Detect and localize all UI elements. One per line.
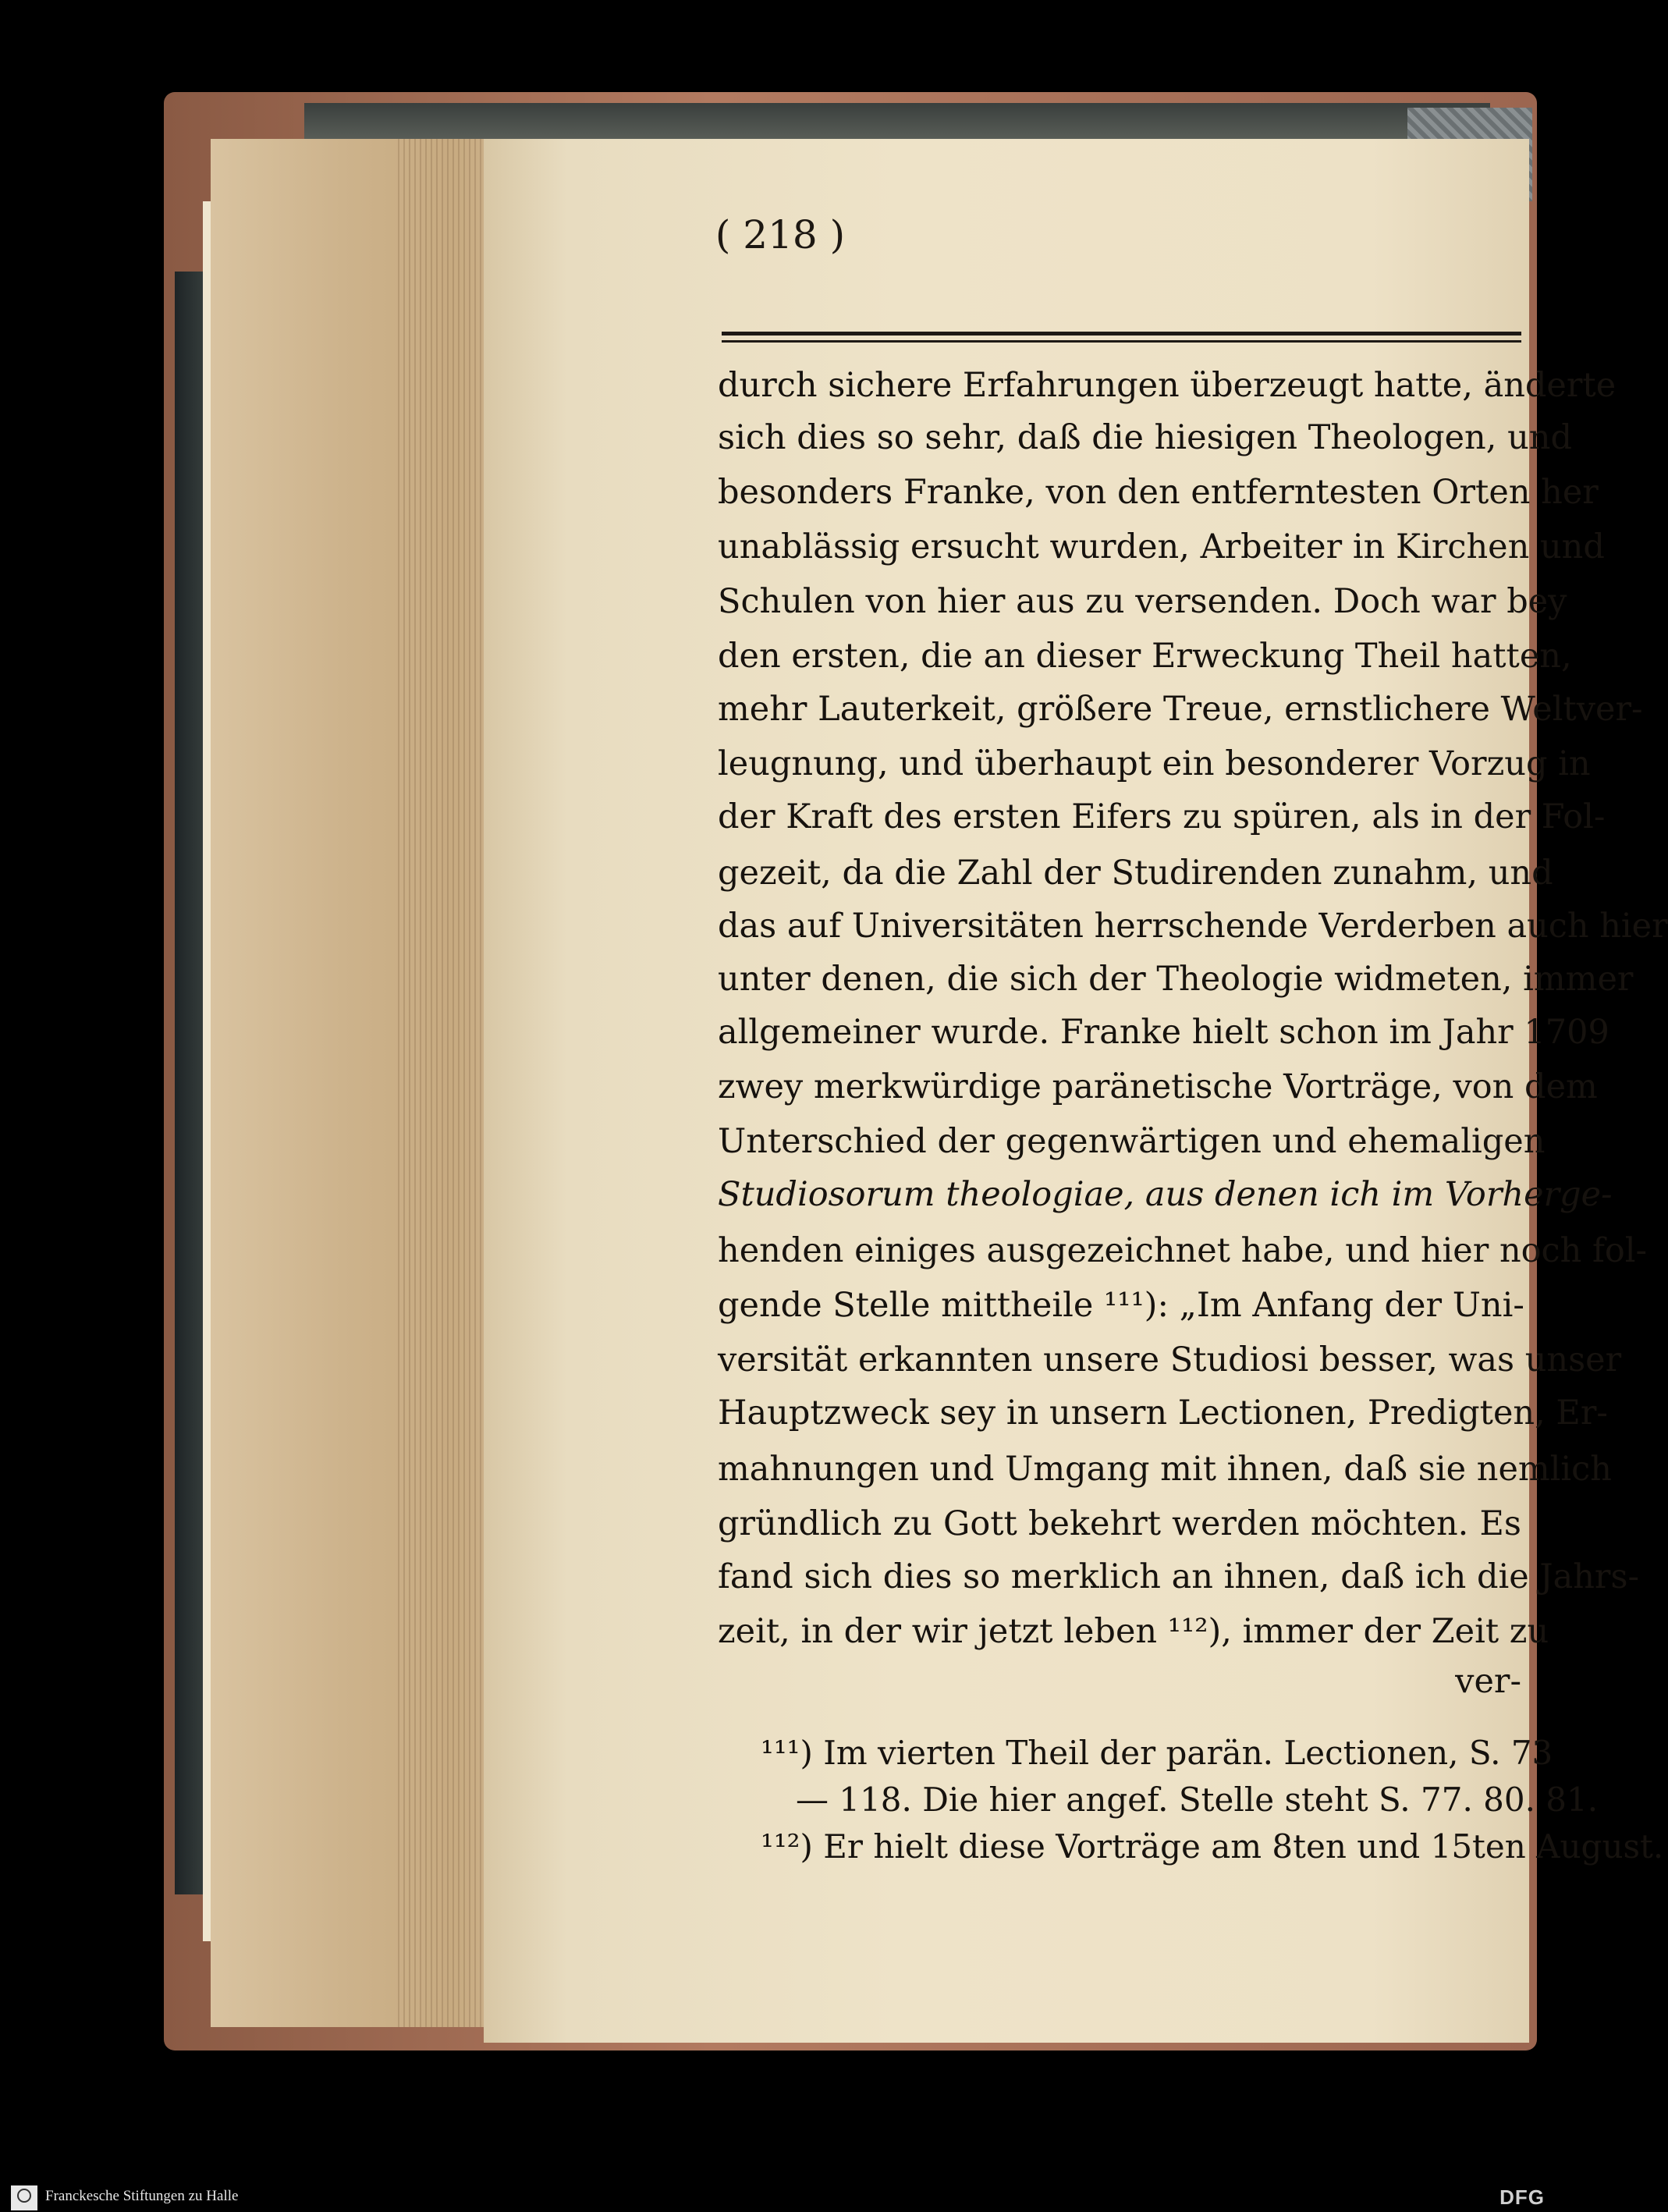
text-line: henden einiges ausgezeichnet habe, und hier noch fol- (718, 1231, 1648, 1270)
text-line: gende Stelle mittheile ¹¹¹): „Im Anfang der Uni- (718, 1286, 1524, 1325)
footnote-line: ¹¹¹) Im vierten Theil der parän. Lectionen, S. 73 (761, 1734, 1553, 1772)
dfg-logo: DFG (1499, 2185, 1545, 2209)
catchword: ver- (1455, 1662, 1521, 1701)
text-line: fand sich dies so merklich an ihnen, daß ich die Jahrs- (718, 1557, 1640, 1596)
text-line: versität erkannten unsere Studiosi besser, was unser (718, 1340, 1622, 1379)
footnote-line: ¹¹²) Er hielt diese Vorträge am 8ten und 15ten August. (761, 1827, 1664, 1866)
text-line: sich dies so sehr, daß die hiesigen Theologen, und (718, 418, 1572, 457)
header-rule (722, 332, 1521, 336)
header-rule-thin (722, 340, 1521, 343)
text-line: unablässig ersucht wurden, Arbeiter in Kirchen und (718, 527, 1605, 566)
text-line: Hauptzweck sey in unsern Lectionen, Predigten, Er- (718, 1394, 1608, 1433)
text-line: gezeit, da die Zahl der Studirenden zunahm, und (718, 854, 1553, 893)
text-line: zwey merkwürdige paränetische Vorträge, von dem (718, 1067, 1598, 1106)
text-line: zeit, in der wir jetzt leben ¹¹²), immer der Zeit zu (718, 1612, 1549, 1651)
text-line: besonders Franke, von den entferntesten Orten her (718, 473, 1599, 512)
text-line: Unterschied der gegenwärtigen und ehemaligen (718, 1122, 1546, 1161)
text-line: Studiosorum theologiae, aus denen ich im Vorherge- (718, 1175, 1613, 1214)
text-line: unter denen, die sich der Theologie widmeten, immer (718, 960, 1634, 999)
footer-institution: Franckesche Stiftungen zu Halle (45, 2188, 239, 2204)
text-line: durch sichere Erfahrungen überzeugt hatte, änderte (718, 366, 1617, 405)
text-line: gründlich zu Gott bekehrt werden möchten. Es (718, 1504, 1521, 1543)
footnote-line: — 118. Die hier angef. Stelle steht S. 77. 80. 81. (796, 1781, 1599, 1819)
text-line: der Kraft des ersten Eifers zu spüren, als in der Fol- (718, 797, 1606, 836)
text-line: Schulen von hier aus zu versenden. Doch war bey (718, 582, 1567, 621)
text-line: allgemeiner wurde. Franke hielt schon im Jahr 1709 (718, 1013, 1609, 1052)
text-line: mehr Lauterkeit, größere Treue, ernstlichere Weltver- (718, 690, 1643, 729)
text-line: das auf Universitäten herrschende Verderben auch hier (718, 907, 1668, 946)
page-number-header: ( 218 ) (715, 212, 846, 257)
institution-logo-icon (11, 2185, 37, 2210)
text-line: mahnungen und Umgang mit ihnen, daß sie nemlich (718, 1450, 1612, 1489)
text-line: den ersten, die an dieser Erweckung Theil hatten, (718, 637, 1572, 676)
text-line: leugnung, und überhaupt ein besonderer Vorzug in (718, 744, 1591, 783)
cover-top-edge (304, 103, 1490, 140)
